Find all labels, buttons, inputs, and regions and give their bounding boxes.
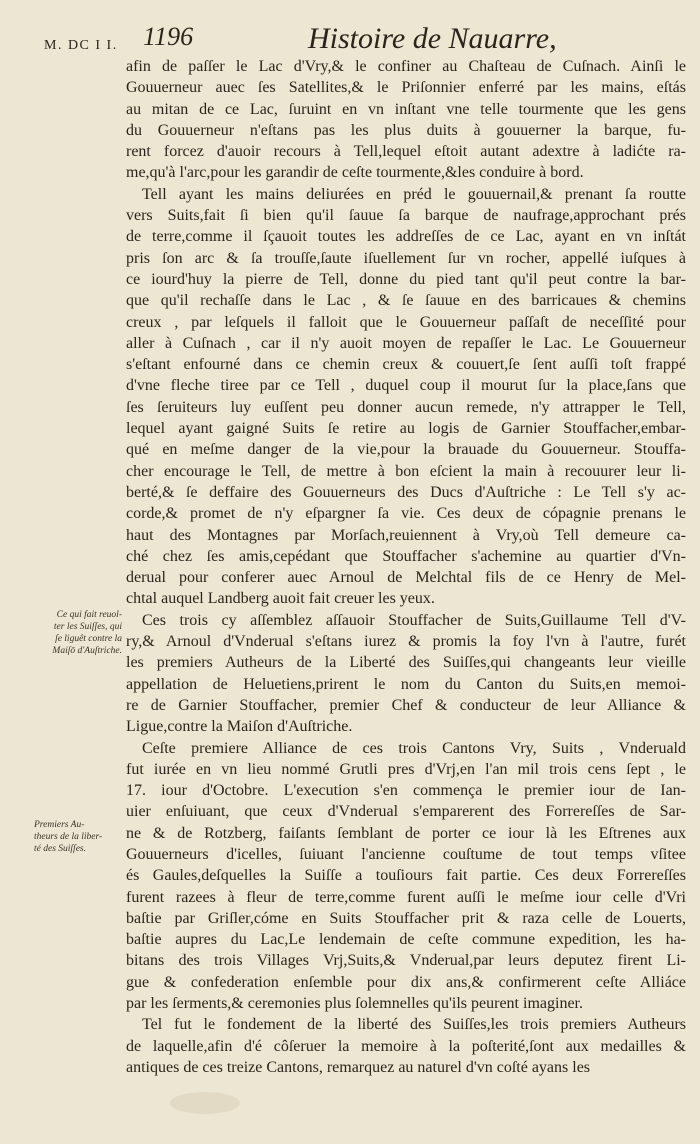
- margin-note-line: Maiſō d'Auſtriche.: [52, 646, 122, 656]
- page-number: 1196: [143, 22, 194, 51]
- text-line: derual pour conferer auec Arnoul de Melchtal fils de ce Henry de Mel-: [126, 569, 686, 587]
- text-line: fut iurée en vn lieu nommé Grutli pres d'Vrj,en l'an mil trois cens ſept , le: [126, 760, 686, 778]
- margin-note-line: theurs de la liber-: [34, 832, 103, 842]
- text-line: ſes ſeruiteurs luy euſſent peu donner aucun remede, n'y attrapper le Tell,: [126, 398, 686, 416]
- text-line: antiques de ces treize Cantons, remarquez au naturel d'vn coſté ayans les: [126, 1058, 591, 1076]
- text-line: uier enſuiuant, que ceux d'Vnderual s'emparerent des Forrereſſes de Sar-: [126, 803, 686, 821]
- text-line: és Gaules,deſquelles la Suiſſe a touſiours fait partie. Ces deux Forrereſſes: [126, 867, 686, 885]
- text-line: d'vne fleche tiree par ce Tell , duquel coup il mourut ſur la place,ſans que: [126, 377, 686, 395]
- text-line: Ces trois cy aſſemblez aſſauoir Stouffacher de Suits,Guillaume Tell d'V-: [142, 611, 686, 629]
- margin-note-line: té des Suiſſes.: [34, 844, 86, 854]
- text-line: Ceſte premiere Alliance de ces trois Cantons Vry, Suits , Vnderuald: [142, 739, 686, 757]
- running-title: Histoire de Nauarre,: [308, 22, 557, 55]
- text-line: pris ſon arc & ſa trouſſe,ſaute iſuellement ſur vn rocher, appellé iuſques à: [126, 249, 686, 267]
- text-line: haut des Montagnes par Morſach,reuiennent à Vry,où Tell demeure ca-: [126, 526, 686, 544]
- text-line: de terre,comme il ſçauoit toutes les addreſſes de ce Lac, ayant en vn inſtát: [126, 228, 686, 246]
- text-line: gue & confederation enſemble pour dix ans,& confirmerent ceſte Alliáce: [126, 973, 686, 991]
- text-line: au mitan de ce Lac, ſuruint en vn inſtant vne telle tourmente que les gens: [126, 100, 686, 118]
- page-stain: [170, 1092, 240, 1114]
- text-line: que qu'il rechaſſe dans le Lac , & ſe ſauue en des barricaues & chemins: [126, 292, 686, 310]
- text-line: les premiers Autheurs de la Liberté des Suiſſes,qui changeants leur vieille: [126, 654, 686, 672]
- text-line: chtal auquel Landberg auoit fait creuer les yeux.: [126, 590, 435, 608]
- margin-note-line: Premiers Au-: [34, 820, 85, 830]
- margin-note-revolt: [36, 609, 122, 657]
- text-line: cher encourage le Tell, de mettre à bon eſcient la main à recouurer leur li-: [126, 462, 686, 480]
- text-line: afin de paſſer le Lac d'Vry,& le confiner au Chaſteau de Cuſnach. Ainſi le: [126, 58, 686, 75]
- text-line: Gouuerneur auec ſes Satellites,& le Priſonnier enferré par les mains, eſtás: [126, 79, 686, 97]
- text-line: re de Garnier Stouffacher, premier Chef & conducteur de leur Alliance &: [126, 696, 686, 714]
- text-line: du Gouuerneur n'eſtans pas les plus duits à gouuerner la barque, fu-: [126, 121, 686, 139]
- text-line: 17. iour d'Octobre. L'execution s'en commença le premier iour de Ian-: [126, 782, 686, 800]
- text-line: Tel fut le fondement de la liberté des Suiſſes,les trois premiers Autheurs: [142, 1016, 686, 1034]
- text-line: rent forcez d'auoir recours à Tell,lequel eſtoit autant adextre à ladićte ra-: [126, 143, 686, 161]
- year-heading: M. DC I I.: [44, 38, 118, 53]
- margin-note-line: ter les Suiſſes, qui: [53, 622, 122, 632]
- text-line: aller à Cuſnach , car il n'y auoit moyen de repaſſer le Lac. Le Gouuerneur: [126, 334, 686, 352]
- margin-note-first-authors: [34, 819, 120, 855]
- text-line: ce iourd'huy la pierre de Tell, donne du pied tant qu'il peut contre la bar-: [126, 270, 686, 288]
- text-line: creux , par leſquels il falloit que le Gouuerneur paſſaſt de neceſſité pour: [126, 313, 686, 331]
- text-line: Tell ayant les mains deliurées en préd le gouuernail,& prenant ſa routte: [142, 185, 686, 203]
- margin-note-line: Ce qui fait reuol-: [56, 610, 122, 620]
- text-line: corde,& promet de n'y eſpargner ſa vie. Ces deux de cópagnie prenans le: [126, 505, 686, 523]
- text-line: appellation de Heluetiens,prirent le nom du Canton du Suits,en memoi-: [126, 675, 686, 693]
- text-line: Ligue,contre la Maiſon d'Auſtriche.: [126, 718, 353, 736]
- text-line: par les ſerments,& ceremonies plus ſolemnelles qu'ils peurent imaginer.: [126, 995, 583, 1013]
- text-line: vers Suits,fait ſi bien qu'il ſauue ſa barque de naufrage,approchant prés: [126, 207, 686, 225]
- main-text-block: [126, 56, 686, 1078]
- text-line: furent razees à fleur de terre,comme furent auſſi le meſme iour celle d'Vri: [126, 888, 686, 906]
- text-line: berté,& ſe deffaire des Gouuerneurs des Ducs d'Auſtriche : Le Tell s'y ac-: [126, 483, 686, 501]
- text-line: baſtie aupres du Lac,Le lendemain de ceſte commune expedition, les ha-: [126, 931, 686, 949]
- text-line: me,qu'à l'arc,pour les garandir de ceſte tourmente,&les conduire à bord.: [126, 164, 584, 182]
- margin-note-line: ſe liguêt contre la: [55, 634, 122, 644]
- text-line: baſtie par Griſler,cóme en Suits Stouffacher prit & raza celle de Louerts,: [126, 909, 686, 927]
- text-line: ne & de Rotzberg, faiſants ſemblant de porter ce iour là les Eſtrenes aux: [126, 824, 686, 842]
- text-line: s'eſtant enfourné dans ce chemin creux & couuert,ſe ſent auſſi toſt frappé: [126, 356, 686, 374]
- text-line: Gouuerneurs d'icelles, ſuiuant l'ancienne couſtume de tout temps vſitee: [126, 845, 686, 863]
- text-line: de laquelle,afin d'é côſeruer la memoire à la poſterité,ſont aux medailles &: [126, 1037, 686, 1055]
- text-line: bitans des trois Villages Vrj,Suits,& Vnderual,par leurs deputez firent Li-: [126, 952, 686, 970]
- text-line: lequel ayant gaigné Suits ſe retire au logis de Garnier Stouffacher,embar-: [126, 420, 686, 438]
- text-line: qué en meſme danger de la vie,pour la brauade du Gouuerneur. Stouffa-: [126, 441, 686, 459]
- text-line: ry,& Arnoul d'Vnderual s'eſtans iurez & promis la foy l'vn à l'autre, furét: [126, 633, 686, 651]
- text-line: ché chez ſes amis,cepédant que Stouffacher s'achemine au quartier d'Vn-: [126, 547, 686, 565]
